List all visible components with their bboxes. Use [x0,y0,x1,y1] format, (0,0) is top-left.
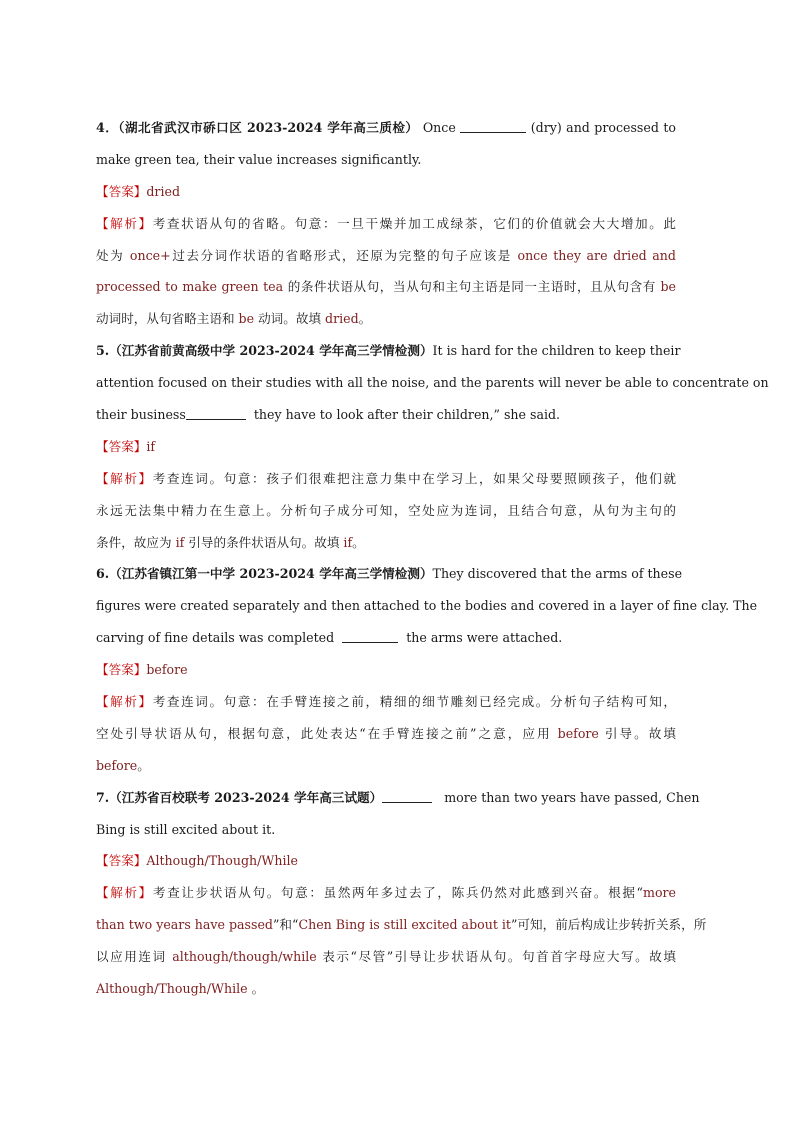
question-number: 4． [96,120,119,135]
question-source: （江苏省镇江第一中学 2023-2024 学年高三学情检测） [109,566,433,582]
question-text: It is hard for the children to keep their [432,343,681,359]
answer-tag: 【答案】 [96,438,147,454]
analysis-english: before [557,725,599,741]
answer-blank [186,407,246,420]
question-line [96,335,681,367]
question-5 [96,335,769,558]
answer-blank [382,790,432,803]
analysis-english: processed to make green tea [96,279,284,295]
analysis-text: 表示“尽管”引导让步状语从句。句首首字母应大写。故填 [316,949,676,965]
question-text: (dry) and processed to [530,120,676,135]
analysis-line [96,463,676,495]
answer-line [96,654,676,686]
question-number: 6. [96,566,110,582]
question-line [96,112,676,144]
analysis-text: 过去分词作状语的省略形式，还原为完整的句子应该是 [170,247,518,263]
analysis-english: if [175,534,185,550]
question-line [96,558,683,590]
analysis-english: if [343,534,353,550]
analysis-english: once they are dried and [517,247,676,263]
analysis-text: 考查连词。句意：在手臂连接之前，精细的细节雕刻已经完成。分析句子结构可知， [152,694,677,710]
analysis-line [96,495,676,527]
analysis-line [96,973,676,1005]
question-text: Once [422,120,456,135]
analysis-text: 以应用连词 [96,949,173,965]
analysis-english: Chen Bing is still excited about it [298,917,511,933]
analysis-text: 。 [358,311,372,327]
analysis-text: ”可知，前后构成让步转折关系，所 [510,917,707,933]
question-number: 7. [96,789,110,805]
question-4 [96,112,676,335]
analysis-tag: 【解析】 [96,694,153,710]
analysis-text: 的条件状语从句，当从句和主句主语是同一主语时，且从句含有 [283,279,661,295]
analysis-text: 条件，故应为 [96,534,176,550]
question-line [96,622,676,654]
answer-blank [460,120,526,133]
question-number: 5. [96,343,110,359]
question-text: their business [96,407,186,423]
analysis-english: once+ [129,247,171,263]
answer-tag: 【答案】 [96,662,147,678]
question-text: Bing is still excited about it. [96,821,276,837]
analysis-line [96,527,676,559]
question-line [96,814,676,846]
analysis-text: 空处引导状语从句，根据句意，此处表达“在手臂连接之前”之意，应用 [96,725,558,741]
question-line [96,144,676,176]
question-text: They discovered that the arms of these [432,566,683,582]
analysis-text: 。 [352,534,365,550]
analysis-text: 。 [247,981,265,997]
exercise-page [96,112,769,1005]
question-7 [96,782,707,1005]
analysis-english: Although/Though/While [96,981,248,997]
analysis-text: ”和“ [272,917,299,933]
analysis-line [96,303,676,335]
question-line [96,590,758,622]
analysis-text: 处为 [96,247,130,263]
analysis-text: 。 [137,757,150,773]
analysis-line [96,718,676,750]
analysis-line [96,686,676,718]
answer-value: Although/Though/While [146,853,298,869]
analysis-text: 引导的条件状语从句。故填 [184,534,344,550]
analysis-english: more [643,885,676,901]
question-text: make green tea, their value increases significantly. [96,151,422,167]
analysis-english: be [238,311,255,327]
analysis-tag: 【解析】 [96,215,153,231]
question-source: （江苏省前黄高级中学 2023-2024 学年高三学情检测） [109,343,433,359]
analysis-tag: 【解析】 [96,470,153,486]
analysis-english: dried [325,311,359,327]
question-text: the arms were attached. [406,630,563,646]
question-text: more than two years have passed, Chen [444,789,700,805]
answer-tag: 【答案】 [96,853,147,869]
analysis-line [96,750,676,782]
answer-value: if [146,438,156,454]
analysis-text: 考查状语从句的省略。句意：一旦干燥并加工成绿茶，它们的价值就会大大增加。此 [152,215,677,231]
question-text: they have to look after their children,” she said. [253,407,561,423]
answer-blank [342,630,398,643]
question-line [96,782,700,814]
analysis-line [96,271,676,303]
analysis-text: 永远无法集中精力在生意上。分析句子成分可知，空处应为连词，且结合句意，从句为主句的 [96,502,676,518]
analysis-text: 考查让步状语从句。句意：虽然两年多过去了，陈兵仍然对此感到兴奋。根据“ [152,885,643,901]
question-line [96,367,769,399]
question-source: （湖北省武汉市硚口区 2023-2024 学年高三质检） [118,120,419,135]
analysis-text: 动词。故填 [254,311,326,327]
analysis-text: 引导。故填 [598,725,676,741]
analysis-english: before [96,757,138,773]
analysis-text: 考查连词。句意：孩子们很难把注意力集中在学习上，如果父母要照顾孩子，他们就 [152,470,677,486]
analysis-english: although/though/while [172,949,317,965]
answer-line [96,845,676,877]
question-source: （江苏省百校联考 2023-2024 学年高三试题） [109,789,383,805]
question-line [96,399,676,431]
analysis-english: than two years have passed [96,917,273,933]
question-text: carving of fine details was completed [96,630,335,646]
answer-tag: 【答案】 [96,183,147,199]
analysis-line [96,941,676,973]
analysis-english: be [660,279,676,295]
answer-line [96,176,676,208]
question-text: figures were created separately and then attached to the bodies and covered in a layer of fine clay. The [96,598,758,614]
answer-value: dried [146,183,180,199]
analysis-line [96,208,676,240]
analysis-tag: 【解析】 [96,885,153,901]
answer-line [96,431,676,463]
analysis-line [96,877,676,909]
analysis-line [96,240,676,272]
analysis-text: 动词时，从句省略主语和 [96,311,239,327]
question-6 [96,558,758,781]
analysis-line [96,909,707,941]
question-text: attention focused on their studies with all the noise, and the parents will never be able to concentrate on [96,375,769,391]
answer-value: before [146,662,188,678]
